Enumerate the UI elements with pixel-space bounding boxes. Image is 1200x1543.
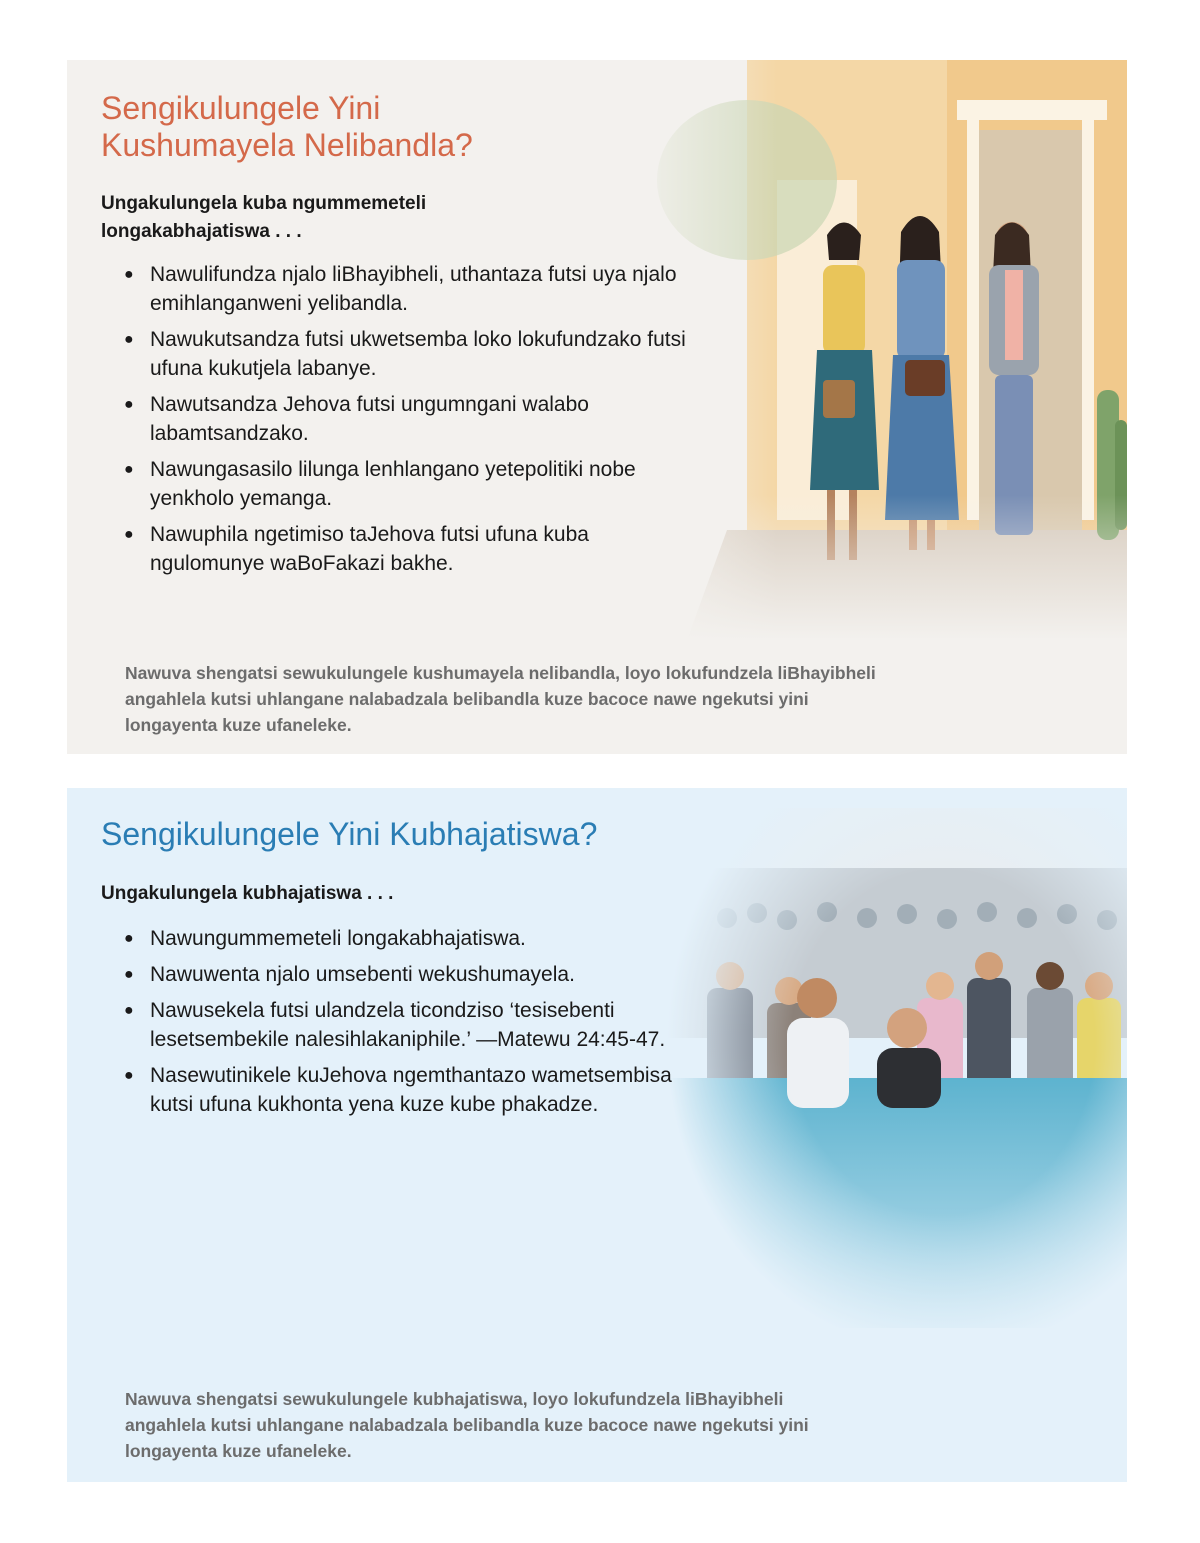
preaching-requirements-list	[124, 260, 694, 585]
list-item: ● Nawungasasilo lilunga lenhlangano yetepolitiki nobe yenkholo yemanga.	[124, 455, 694, 513]
list-item: ● Nasewutinikele kuJehova ngemthantazo wametsembisa kutsi ufuna kukhonta yena kuze kube phakadze.	[124, 1061, 684, 1119]
list-item: ● Nawuwenta njalo umsebenti wekushumayela.	[124, 960, 684, 989]
list-item: ● Nawuphila ngetimiso taJehova futsi ufuna kuba ngulomunye waBoFakazi bakhe.	[124, 520, 694, 578]
preaching-title-line1: Sengikulungele Yini	[101, 90, 381, 126]
list-item: ● Nawulifundza njalo liBhayibheli, uthantaza futsi uya njalo emihlanganweni yelibandla.	[124, 260, 694, 318]
baptism-readiness-card	[67, 788, 1127, 1482]
list-item: ● Nawutsandza Jehova futsi ungumngani walabo labamtsandzako.	[124, 390, 694, 448]
preaching-lead: Ungakulungela kuba ngummemeteli longakabhajatiswa . . .	[101, 193, 427, 242]
baptism-note: Nawuva shengatsi sewukulungele kubhajatiswa, loyo lokufundzela liBhayibheli angahlela kutsi uhlangane nalabadzala belibandla kuze bacoce nawe ngekutsi yini longayenta kuze ufaneleke.	[125, 1389, 809, 1461]
list-item: ● Nawusekela futsi ulandzela ticondziso ‘tesisebenti lesetsembekile nalesihlakaniphile.’ —Matewu 24:45-47.	[124, 996, 684, 1054]
preaching-note: Nawuva shengatsi sewukulungele kushumayela nelibandla, loyo lokufundzela liBhayibheli angahlela kutsi uhlangane nalabadzala belibandla kuze bacoce nawe ngekutsi yini longayenta kuze ufaneleke.	[125, 663, 876, 735]
list-item: ● Nawungummemeteli longakabhajatiswa.	[124, 924, 684, 953]
baptism-lead: Ungakulungela kubhajatiswa . . .	[101, 883, 394, 904]
baptism-illustration	[667, 808, 1127, 1328]
preaching-illustration	[627, 60, 1127, 640]
preaching-readiness-card	[67, 60, 1127, 754]
preaching-title-line2: Kushumayela Nelibandla?	[101, 127, 473, 163]
baptism-requirements-list	[124, 924, 684, 1126]
list-item: ● Nawukutsandza futsi ukwetsemba loko lokufundzako futsi ufuna kukutjela labanye.	[124, 325, 694, 383]
preaching-title	[101, 90, 473, 164]
baptism-title: Sengikulungele Yini Kubhajatiswa?	[101, 816, 598, 852]
